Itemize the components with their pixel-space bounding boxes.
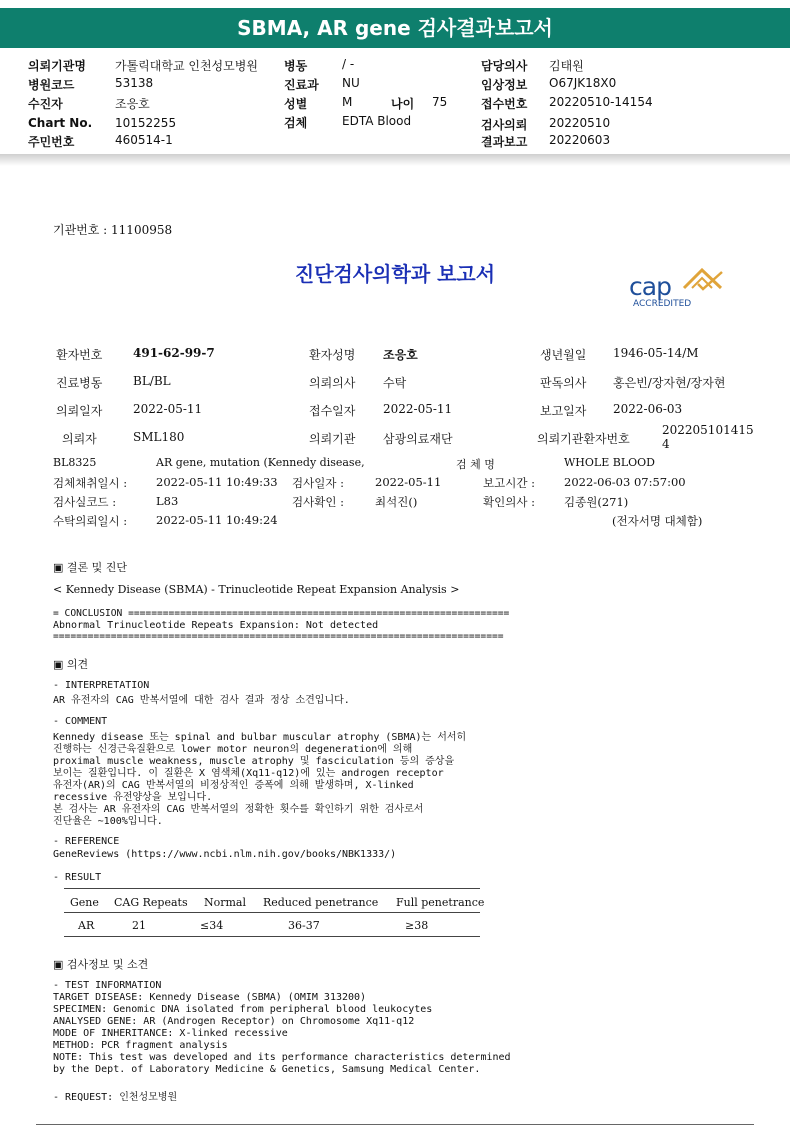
report-time-value: 2022-06-03 07:57:00 xyxy=(564,475,686,489)
recv-date-label: 접수일자 xyxy=(309,404,356,418)
req-institution-value: 삼광의료재단 xyxy=(383,432,453,446)
esign-note: (전자서명 대체함) xyxy=(612,514,703,528)
section-conclusion-heading: ▣ 결론 및 진단 xyxy=(53,561,128,574)
inst-patient-no-value-1: 202205101415 xyxy=(662,423,754,437)
room-code-value: L83 xyxy=(156,494,179,508)
reference-label: - REFERENCE xyxy=(53,836,120,847)
request-date-label: 검사의뢰 xyxy=(481,118,528,132)
conclusion-line-1: = CONCLUSION ================================================================== xyxy=(53,608,510,619)
req-doctor-label: 의뢰의사 xyxy=(309,376,356,390)
test-info-line: SPECIMEN: Genomic DNA isolated from peripheral blood leukocytes xyxy=(53,1004,433,1015)
receipt-no-label: 접수번호 xyxy=(481,97,528,111)
interpretation-text: AR 유전자의 CAG 반복서열에 대한 검사 결과 정상 소견입니다. xyxy=(53,695,350,706)
header-separator xyxy=(0,154,790,166)
confirm-label: 검사확인 : xyxy=(292,495,344,509)
result-header-gene: Gene xyxy=(70,896,99,909)
confirm-doctor-value: 김종원(271) xyxy=(564,495,629,509)
recv-date-value: 2022-05-11 xyxy=(383,402,453,416)
report-title: 진단검사의학과 보고서 xyxy=(294,262,496,286)
section-opinion-heading: ▣ 의견 xyxy=(53,658,89,671)
test-info-line: METHOD: PCR fragment analysis xyxy=(53,1040,228,1051)
test-info-line: TARGET DISEASE: Kennedy Disease (SBMA) (OMIM 313200) xyxy=(53,992,367,1003)
request-line: - REQUEST: 인천성모병원 xyxy=(53,1092,178,1103)
patient-no-label: 환자번호 xyxy=(56,348,103,362)
analysis-title: < Kennedy Disease (SBMA) - Trinucleotide Repeat Expansion Analysis > xyxy=(53,583,460,596)
test-date-value: 2022-05-11 xyxy=(375,475,442,489)
sex-label: 성별 xyxy=(284,97,308,111)
result-header-normal: Normal xyxy=(204,896,247,909)
test-code: BL8325 xyxy=(53,456,97,469)
dept-value: NU xyxy=(342,76,360,90)
confirm-value: 최석진() xyxy=(375,495,418,509)
result-cell-gene: AR xyxy=(78,919,95,932)
result-table-rule-bottom xyxy=(64,936,480,937)
outsourced-label: 수탁의뢰일시 : xyxy=(53,514,128,528)
inst-patient-no-label: 의뢰기관환자번호 xyxy=(537,432,630,446)
result-table-rule-mid xyxy=(64,912,480,913)
comment-line: 유전자(AR)의 CAG 반복서열의 비정상적인 증폭에 의해 발생하며, X-linked xyxy=(53,780,414,791)
doctor-label: 담당의사 xyxy=(481,59,528,73)
specimen-name-label: 검 체 명 xyxy=(456,458,495,471)
cap-logo-text: cap xyxy=(629,272,671,301)
institution-value: 가톨릭대학교 인천성모병원 xyxy=(115,59,258,73)
doctor-value: 김태원 xyxy=(549,59,584,73)
test-info-line: by the Dept. of Laboratory Medicine & Genetics, Samsung Medical Center. xyxy=(53,1064,481,1075)
care-ward-label: 진료병동 xyxy=(56,376,103,390)
result-cell-normal: ≤34 xyxy=(200,919,224,932)
report-date-value-2: 2022-06-03 xyxy=(613,402,683,416)
patient-no-value: 491-62-99-7 xyxy=(133,346,215,360)
result-cell-full: ≥38 xyxy=(405,919,429,932)
result-table-rule-top xyxy=(64,888,480,889)
cap-accredited-logo xyxy=(626,268,736,316)
requester-label: 의뢰자 xyxy=(62,432,97,446)
comment-line: proximal muscle weakness, muscle atrophy 및 fasciculation 등의 증상을 xyxy=(53,756,455,767)
institution-number: 기관번호 : 11100958 xyxy=(53,223,173,237)
req-doctor-value: 수탁 xyxy=(383,376,407,390)
test-name: AR gene, mutation (Kennedy disease, xyxy=(156,456,365,469)
req-institution-label: 의뢰기관 xyxy=(309,432,356,446)
inst-patient-no-value-2: 4 xyxy=(662,437,670,451)
age-label: 나이 xyxy=(391,97,415,111)
report-date-value: 20220603 xyxy=(549,133,611,147)
report-time-label: 보고시간 : xyxy=(483,476,535,490)
resident-no-label: 주민번호 xyxy=(28,135,75,149)
chart-no-label: Chart No. xyxy=(28,116,93,130)
receipt-no-value: 20220510-14154 xyxy=(549,95,653,109)
sex-value: M xyxy=(342,95,353,109)
hospital-code-label: 병원코드 xyxy=(28,78,75,92)
care-ward-value: BL/BL xyxy=(133,374,171,388)
report-date-label: 결과보고 xyxy=(481,135,528,149)
test-info-line: MODE OF INHERITANCE: X-linked recessive xyxy=(53,1028,288,1039)
patient-name-label: 환자성명 xyxy=(309,348,356,362)
comment-line: 진단율은 ~100%입니다. xyxy=(53,816,163,827)
patient-name-value: 조응호 xyxy=(383,348,418,362)
specimen-value: EDTA Blood xyxy=(342,114,412,128)
comment-line: recessive 유전양상을 보입니다. xyxy=(53,792,213,803)
result-header-reduced: Reduced penetrance xyxy=(263,896,379,909)
result-header-full: Full penetrance xyxy=(396,896,485,909)
test-date-label: 검사일자 : xyxy=(292,476,344,490)
req-date-label: 의뢰일자 xyxy=(56,404,103,418)
request-date-value: 20220510 xyxy=(549,116,611,130)
dept-label: 진료과 xyxy=(284,78,319,92)
footer-rule xyxy=(36,1124,754,1125)
collect-value: 2022-05-11 10:49:33 xyxy=(156,475,278,489)
comment-line: Kennedy disease 또는 spinal and bulbar muscular atrophy (SBMA)는 서서히 xyxy=(53,732,467,743)
section-test-info-heading: ▣ 검사정보 및 소견 xyxy=(53,958,149,971)
interpretation-label: - INTERPRETATION xyxy=(53,680,150,691)
confirm-doctor-label: 확인의사 : xyxy=(483,495,535,509)
result-cell-reduced: 36-37 xyxy=(288,919,320,932)
reference-text: GeneReviews (https://www.ncbi.nlm.nih.gov/books/NBK1333/) xyxy=(53,849,397,860)
specimen-name-value: WHOLE BLOOD xyxy=(564,456,655,469)
requester-value: SML180 xyxy=(133,430,185,444)
conclusion-line-2: Abnormal Trinucleotide Repeats Expansion: Not detected xyxy=(53,620,379,631)
clinical-value: O67JK18X0 xyxy=(549,76,617,90)
test-info-line: NOTE: This test was developed and its performance characteristics determined xyxy=(53,1052,511,1063)
report-date-label-2: 보고일자 xyxy=(540,404,587,418)
specimen-label: 검체 xyxy=(284,116,308,130)
patient-label: 수진자 xyxy=(28,97,63,111)
cap-logo-subtext: ACCREDITED xyxy=(633,299,692,309)
hospital-code-value: 53138 xyxy=(115,76,154,90)
req-date-value: 2022-05-11 xyxy=(133,402,203,416)
comment-label: - COMMENT xyxy=(53,716,108,727)
institution-label: 의뢰기관명 xyxy=(28,59,86,73)
test-info-line: - TEST INFORMATION xyxy=(53,980,162,991)
outsourced-value: 2022-05-11 10:49:24 xyxy=(156,513,278,527)
dob-value: 1946-05-14/M xyxy=(613,346,699,360)
comment-line: 보이는 질환입니다. 이 질환은 X 염색체(Xq11-q12)에 있는 androgen receptor xyxy=(53,768,444,779)
patient-value: 조응호 xyxy=(115,97,150,111)
report-header-title: SBMA, AR gene 검사결과보고서 xyxy=(0,8,790,48)
chart-no-value: 10152255 xyxy=(115,116,177,130)
test-info-line: ANALYSED GENE: AR (Androgen Receptor) on Chromosome Xq11-q12 xyxy=(53,1016,415,1027)
clinical-label: 임상정보 xyxy=(481,78,528,92)
ward-value: / - xyxy=(342,57,355,71)
conclusion-line-3: ============================================================================== xyxy=(53,631,504,642)
comment-line: 본 검사는 AR 유전자의 CAG 반복서열의 정확한 횟수를 확인하기 위한 검사로서 xyxy=(53,804,424,815)
collect-label: 검체채취일시 : xyxy=(53,476,128,490)
result-cell-cag: 21 xyxy=(132,919,146,932)
dob-label: 생년월일 xyxy=(540,348,587,362)
resident-no-value: 460514-1 xyxy=(115,133,173,147)
reading-doctor-label: 판독의사 xyxy=(540,376,587,390)
room-code-label: 검사실코드 : xyxy=(53,495,117,509)
result-label: - RESULT xyxy=(53,872,102,883)
result-header-cag: CAG Repeats xyxy=(114,896,188,909)
age-value: 75 xyxy=(432,95,448,109)
reading-doctor-value: 홍은빈/장자현/장자현 xyxy=(613,376,726,390)
comment-line: 진행하는 신경근육질환으로 lower motor neuron의 degeneration에 의해 xyxy=(53,744,413,755)
ward-label: 병동 xyxy=(284,59,308,73)
